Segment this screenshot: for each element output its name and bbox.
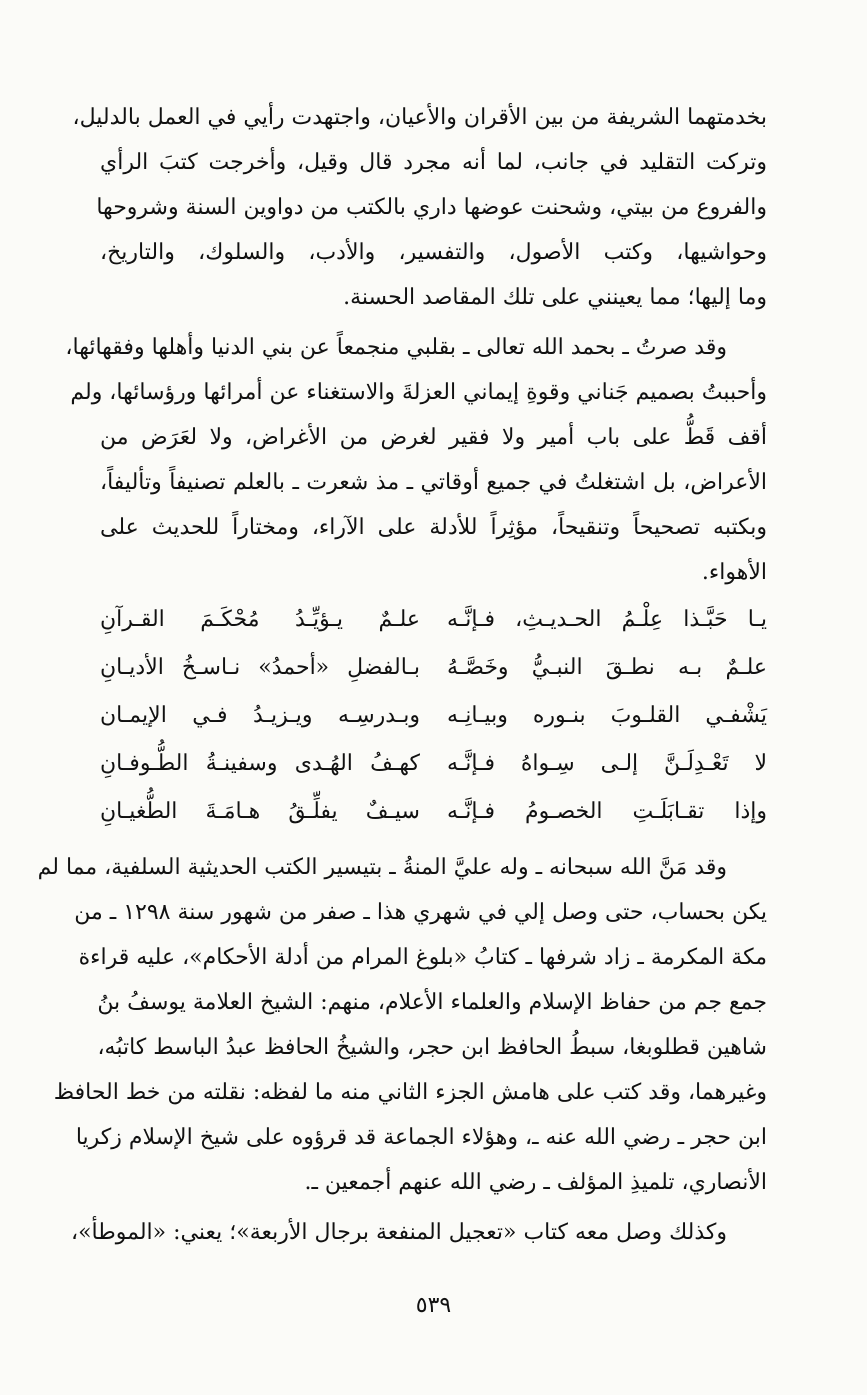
paragraph-3 [37, 845, 767, 1205]
paragraph-line: وغيرهما، وقد كتب على هامش الجزء الثاني منه ما لفظه: نقلته من خط الحافظ [53, 1080, 767, 1105]
paragraph-1 [72, 95, 767, 320]
verse-second-hemistich: سيـفٌ يفلِّـقُ هـامَـةَ الطُّغيـانِ [100, 799, 420, 824]
verse-second-hemistich: بـالفضلِ «أحمدُ» نـاسـخُ الأديـانِ [100, 655, 420, 680]
paragraph-line: يكن بحساب، حتى وصل إلي في شهري هذا ـ صفر من شهور سنة ١٢٩٨ ـ من [74, 900, 767, 925]
paragraph-line: وبكتبه تصحيحاً وتنقيحاً، مؤثِراً للأدلة على الآراء، ومختاراً للحديث على [100, 515, 767, 540]
paragraph-2 [65, 325, 767, 595]
poem [100, 596, 767, 836]
paragraph-line: جمع جم من حفاظ الإسلام والعلماء الأعلام، منهم: الشيخ العلامة يوسفُ بنُ [97, 990, 767, 1015]
poem-verse [100, 740, 767, 788]
paragraph-line: وأحببتُ بصميم جَناني وقوةِ إيماني العزلةَ والاستغناء عن أمرائها ورؤسائها، ولم [70, 380, 767, 405]
verse-first-hemistich: علـمٌ بـه نطـقَ النبـيُّ وخَصَّـهُ [447, 655, 767, 680]
verse-first-hemistich: يَشْفـي القلـوبَ بنـوره وبيـانِـه [447, 703, 767, 728]
verse-first-hemistich: يـا حَبَّـذا عِلْـمُ الحـديـثِ، فـإنَّـه [447, 607, 767, 632]
verse-second-hemistich: كهـفُ الهُـدى وسفينـةُ الطُّـوفـانِ [100, 751, 420, 776]
verse-first-hemistich: لا تَعْـدِلَـنَّ إلـى سِـواهُ فـإنَّـه [447, 751, 767, 776]
paragraph-line: والفروع من بيتي، وشحنت عوضها داري بالكتب من دواوين السنة وشروحها [96, 195, 767, 220]
paragraph-line: الأنصاري، تلميذِ المؤلف ـ رضي الله عنهم أجمعين ـ. [304, 1170, 767, 1195]
poem-verse [100, 596, 767, 644]
verse-second-hemistich: وبـدرسِـه ويـزيـدُ فـي الإيمـان [100, 703, 420, 728]
paragraph-line: وقد مَنَّ الله سبحانه ـ وله عليَّ المنةُ ـ بتيسير الكتب الحديثية السلفية، مما لم [37, 855, 727, 880]
poem-verse [100, 644, 767, 692]
paragraph-line: وكذلك وصل معه كتاب «تعجيل المنفعة برجال الأربعة»؛ يعني: «الموطأ»، [71, 1220, 727, 1245]
paragraph-line: وقد صرتُ ـ بحمد الله تعالى ـ بقلبي منجمعاً عن بني الدنيا وأهلها وفقهائها، [65, 335, 727, 360]
page-number: ٥٣٩ [415, 1293, 452, 1318]
paragraph-4 [71, 1210, 767, 1255]
paragraph-line: وحواشيها، وكتب الأصول، والتفسير، والأدب، والسلوك، والتاريخ، [100, 240, 767, 265]
paragraph-line: وما إليها؛ مما يعينني على تلك المقاصد الحسنة. [343, 285, 767, 310]
paragraph-line: مكة المكرمة ـ زاد شرفها ـ كتابُ «بلوغ المرام من أدلة الأحكام»، عليه قراءة [78, 945, 767, 970]
paragraph-line: ابن حجر ـ رضي الله عنه ـ، وهؤلاء الجماعة قد قرؤوه على شيخ الإسلام زكريا [75, 1125, 767, 1150]
verse-second-hemistich: علـمٌ يـؤيِّـدُ مُحْكَـمَ القـرآنِ [100, 607, 420, 632]
paragraph-line: بخدمتهما الشريفة من بين الأقران والأعيان، واجتهدت رأيي في العمل بالدليل، [72, 105, 767, 130]
paragraph-line: الأهواء. [701, 560, 767, 585]
paragraph-line: الأعراض، بل اشتغلتُ في جميع أوقاتي ـ مذ شعرت ـ بالعلم تصنيفاً وتأليفاً، [100, 470, 767, 495]
paragraph-line: وتركت التقليد في جانب، لما أنه مجرد قال وقيل، وأخرجت كتبَ الرأي [100, 150, 767, 175]
verse-first-hemistich: وإذا تقـابَلَـتِ الخصـومُ فـإنَّـه [447, 799, 767, 824]
paragraph-line: شاهين قطلوبغا، سبطُ الحافظ ابن حجر، والشيخُ الحافظ عبدُ الباسط كاتبُه، [97, 1035, 767, 1060]
paragraph-line: أقف قَطُّ على باب أمير ولا فقير لغرض من الأغراض، ولا لعَرَض من [100, 425, 767, 450]
poem-verse [100, 692, 767, 740]
poem-verse [100, 788, 767, 836]
